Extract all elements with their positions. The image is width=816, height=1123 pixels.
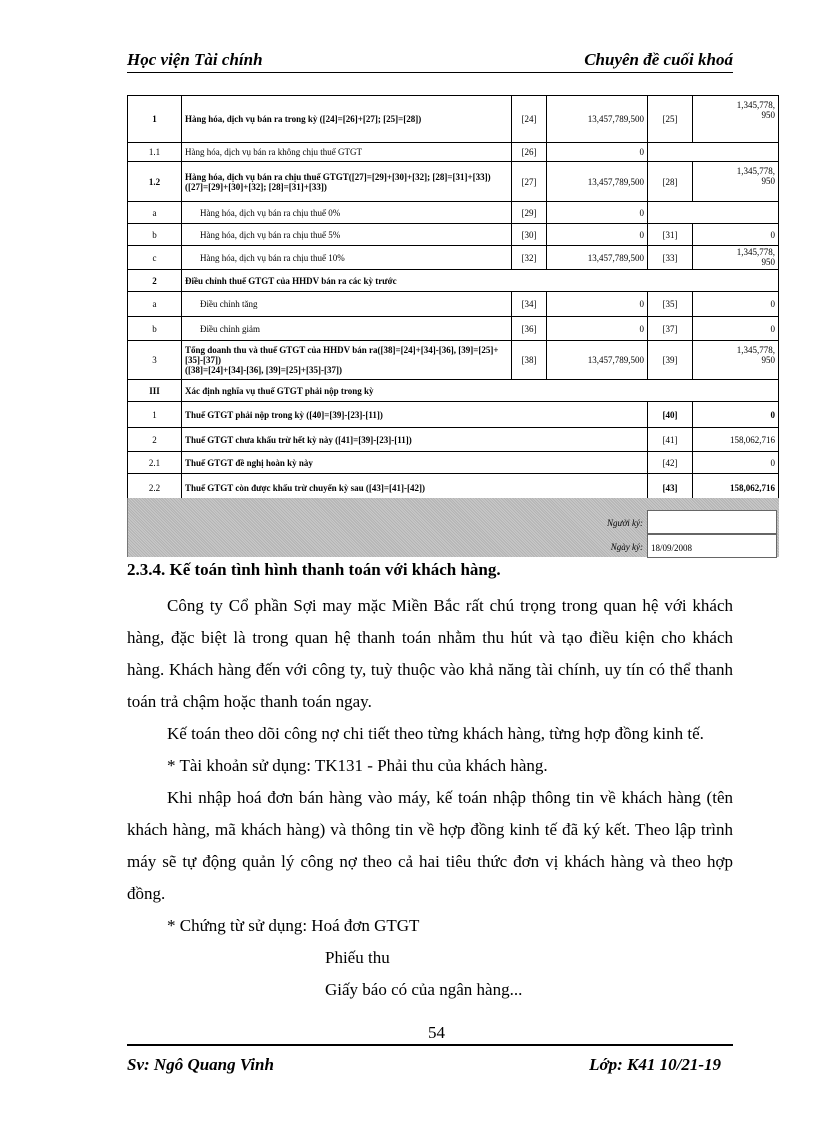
table-row: 2 Điều chỉnh thuế GTGT của HHDV bán ra các kỳ trước [128,270,779,292]
sign-date-field[interactable]: 18/09/2008 [647,534,777,558]
footer-student: Sv: Ngô Quang Vinh [127,1055,274,1074]
page-number: 54 [428,1023,445,1042]
table-row: 2 Thuế GTGT chưa khấu trừ hết kỳ này ([41]=[39]-[23]-[11]) [41] 158,062,716 [128,428,779,452]
header-institution: Học viện Tài chính [127,50,263,69]
vat-declaration-table [127,95,779,502]
table-row: b Hàng hóa, dịch vụ bán ra chịu thuế 5% [30] 0 [31] 0 [128,224,779,246]
paragraph: Khi nhập hoá đơn bán hàng vào máy, kế toán nhập thông tin về khách hàng (tên khách hàng, mã khách hàng) và thông tin về hợp đồng kinh tế đã ký kết. Theo lập trình máy sẽ tự động quản lý công nợ theo cả hai tiêu thức đơn vị khách hàng và theo hợp đồng. [127,788,733,903]
table-row: 3 Tổng doanh thu và thuế GTGT của HHDV bán ra([38]=[24]+[34]-[36], [39]=[25]+[35]-[37]) ([38]=[24]+[34]-[36], [39]=[25]+[35]-[37]) [38] 13,457,789,500 [39] 1,345,778, 950 [128,341,779,380]
page-footer [127,1044,733,1080]
table-row: c Hàng hóa, dịch vụ bán ra chịu thuế 10% [32] 13,457,789,500 [33] 1,345,778, 950 [128,246,779,270]
table-row: 1.2 Hàng hóa, dịch vụ bán ra chịu thuế GTGT([27]=[29]+[30]+[32]; [28]=[31]+[33]) ([27]=[29]+[30]+[32]; [28]=[31]+[33]) [27] 13,457,789,500 [28] 1,345,778, 950 [128,162,779,202]
table-row: a Điều chỉnh tăng [34] 0 [35] 0 [128,292,779,317]
table-row: b Điều chỉnh giảm [36] 0 [37] 0 [128,317,779,341]
signer-field[interactable] [647,510,777,534]
table-row: 2.1 Thuế GTGT đề nghị hoàn kỳ này [42] 0 [128,452,779,474]
footer-class: Lớp: K41 10/21-19 [589,1055,721,1074]
sign-date-label: Ngày ký: [610,542,643,552]
paragraph: Kế toán theo dõi công nợ chi tiết theo từng khách hàng, từng hợp đồng kinh tế. [167,724,704,743]
paragraph: * Tài khoản sử dụng: TK131 - Phải thu của khách hàng. [167,756,548,775]
table-row: a Hàng hóa, dịch vụ bán ra chịu thuế 0% [29] 0 [128,202,779,224]
table-row: 1.1 Hàng hóa, dịch vụ bán ra không chịu thuế GTGT [26] 0 [128,143,779,162]
table-row: 1 Thuế GTGT phải nộp trong kỳ ([40]=[39]-[23]-[11]) [40] 0 [128,402,779,428]
table-row: 1 Hàng hóa, dịch vụ bán ra trong kỳ ([24]=[26]+[27]; [25]=[28]) [24] 13,457,789,500 [25] 1,345,778, 950 [128,96,779,143]
body-text [127,590,733,1006]
paragraph: * Chứng từ sử dụng: Hoá đơn GTGT [167,916,420,935]
page-header [127,48,733,73]
table-row: III Xác định nghĩa vụ thuế GTGT phải nộp trong kỳ [128,380,779,402]
table-row: 2.2 Thuế GTGT còn được khấu trừ chuyển kỳ sau ([43]=[41]-[42]) [43] 158,062,716 [128,474,779,502]
signer-label: Người ký: [607,518,643,528]
paragraph: Phiếu thu [325,948,390,967]
header-title: Chuyên đề cuối khoá [584,50,733,69]
paragraph: Giấy báo có của ngân hàng... [325,980,523,999]
signature-area [127,498,779,557]
paragraph: Công ty Cổ phần Sợi may mặc Miền Bắc rất chú trọng trong quan hệ với khách hàng, đặc biệt là trong quan hệ thanh toán nhằm thu hút và tạo điều kiện cho khách hàng. Khách hàng đến với công ty, tuỳ thuộc vào khả năng tài chính, uy tín có thể thanh toán trả chậm hoặc thanh toán ngay. [127,596,733,711]
section-title: 2.3.4. Kế toán tình hình thanh toán với khách hàng. [127,560,501,579]
